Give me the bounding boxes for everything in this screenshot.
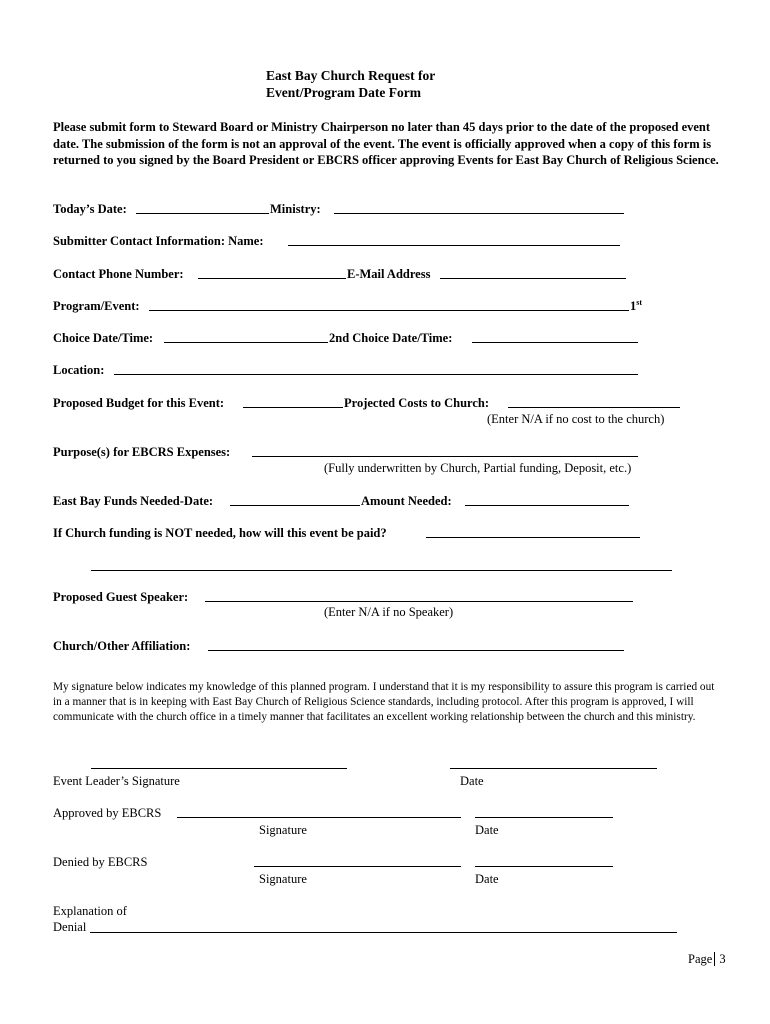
signature-statement: My signature below indicates my knowledge of this planned program. I understand that it is my responsibility to assure this program is carried out in a manner that is in keeping with East Bay Church of Religious Science standards, including protocol. After this program is approved, I will communicate with the church office in a timely manner that facilitates an excellent working relationship between the church and this ministry. — [53, 681, 715, 724]
guest-speaker-note: (Enter N/A if no Speaker) — [324, 605, 454, 619]
ministry-label: Ministry: — [270, 202, 321, 216]
todays-date-field[interactable] — [136, 213, 269, 214]
submitter-name-field[interactable] — [288, 245, 620, 246]
location-label: Location: — [53, 363, 105, 377]
page-label: Page — [688, 952, 713, 966]
intro-instructions: Please submit form to Steward Board or Ministry Chairperson no later than 45 days prior to the date of the proposed event date. The submission of the form is not an approval of the event. The event is officially approved when a copy of this form is returned to you signed by the Board President or EBCRS officer approving Events for East Bay Church of Religious Science. — [53, 120, 719, 168]
purposes-field[interactable] — [252, 456, 638, 457]
affiliation-field[interactable] — [208, 650, 624, 651]
denied-date-label: Date — [475, 872, 499, 886]
amount-needed-label: Amount Needed: — [361, 494, 452, 508]
approved-signature-field[interactable] — [177, 817, 461, 818]
contact-phone-field[interactable] — [198, 278, 346, 279]
purposes-note: (Fully underwritten by Church, Partial funding, Deposit, etc.) — [324, 461, 632, 475]
funds-needed-date-field[interactable] — [230, 505, 360, 506]
approved-date-field[interactable] — [475, 817, 613, 818]
funding-not-needed-label: If Church funding is NOT needed, how will this event be paid? — [53, 526, 387, 540]
choice-date-field[interactable] — [164, 342, 328, 343]
leader-signature-label: Event Leader’s Signature — [53, 774, 180, 788]
explanation-label-line1: Explanation of — [53, 904, 127, 918]
projected-costs-field[interactable] — [508, 407, 680, 408]
first-choice-number: 1 — [630, 299, 637, 313]
denied-signature-label: Signature — [259, 872, 307, 886]
program-event-label: Program/Event: — [53, 299, 140, 313]
first-choice-sup: st — [636, 298, 643, 307]
program-event-field[interactable] — [149, 310, 629, 311]
proposed-budget-label: Proposed Budget for this Event: — [53, 396, 225, 410]
amount-needed-field[interactable] — [465, 505, 629, 506]
purposes-label: Purpose(s) for EBCRS Expenses: — [53, 445, 231, 459]
denied-signature-field[interactable] — [254, 866, 461, 867]
explanation-field[interactable] — [90, 932, 677, 933]
projected-costs-note: (Enter N/A if no cost to the church) — [487, 412, 665, 426]
form-title-line1: East Bay Church Request for — [266, 68, 436, 83]
location-field[interactable] — [114, 374, 638, 375]
submitter-name-label: Submitter Contact Information: Name: — [53, 234, 264, 248]
email-field[interactable] — [440, 278, 626, 279]
affiliation-label: Church/Other Affiliation: — [53, 639, 191, 653]
funding-not-needed-field[interactable] — [426, 537, 640, 538]
second-choice-label: 2nd Choice Date/Time: — [329, 331, 453, 345]
ministry-field[interactable] — [334, 213, 624, 214]
denied-date-field[interactable] — [475, 866, 613, 867]
projected-costs-label: Projected Costs to Church: — [344, 396, 490, 410]
approved-date-label: Date — [475, 823, 499, 837]
contact-phone-label: Contact Phone Number: — [53, 267, 184, 281]
approved-signature-label: Signature — [259, 823, 307, 837]
email-label: E-Mail Address — [347, 267, 431, 281]
guest-speaker-field[interactable] — [205, 601, 633, 602]
todays-date-label: Today’s Date: — [53, 202, 127, 216]
explanation-label-line2: Denial — [53, 920, 87, 934]
form-title-line2: Event/Program Date Form — [266, 85, 421, 100]
leader-date-label: Date — [460, 774, 484, 788]
page-footer — [688, 951, 726, 967]
page-number: 3 — [714, 952, 725, 966]
first-choice-marker — [630, 298, 642, 314]
funding-not-needed-field-2[interactable] — [91, 570, 672, 571]
leader-date-field[interactable] — [450, 768, 657, 769]
choice-date-label: Choice Date/Time: — [53, 331, 154, 345]
leader-signature-field[interactable] — [91, 768, 347, 769]
approved-by-label: Approved by EBCRS — [53, 806, 162, 820]
denied-by-label: Denied by EBCRS — [53, 855, 148, 869]
second-choice-field[interactable] — [472, 342, 638, 343]
funds-needed-date-label: East Bay Funds Needed-Date: — [53, 494, 214, 508]
proposed-budget-field[interactable] — [243, 407, 343, 408]
guest-speaker-label: Proposed Guest Speaker: — [53, 590, 189, 604]
